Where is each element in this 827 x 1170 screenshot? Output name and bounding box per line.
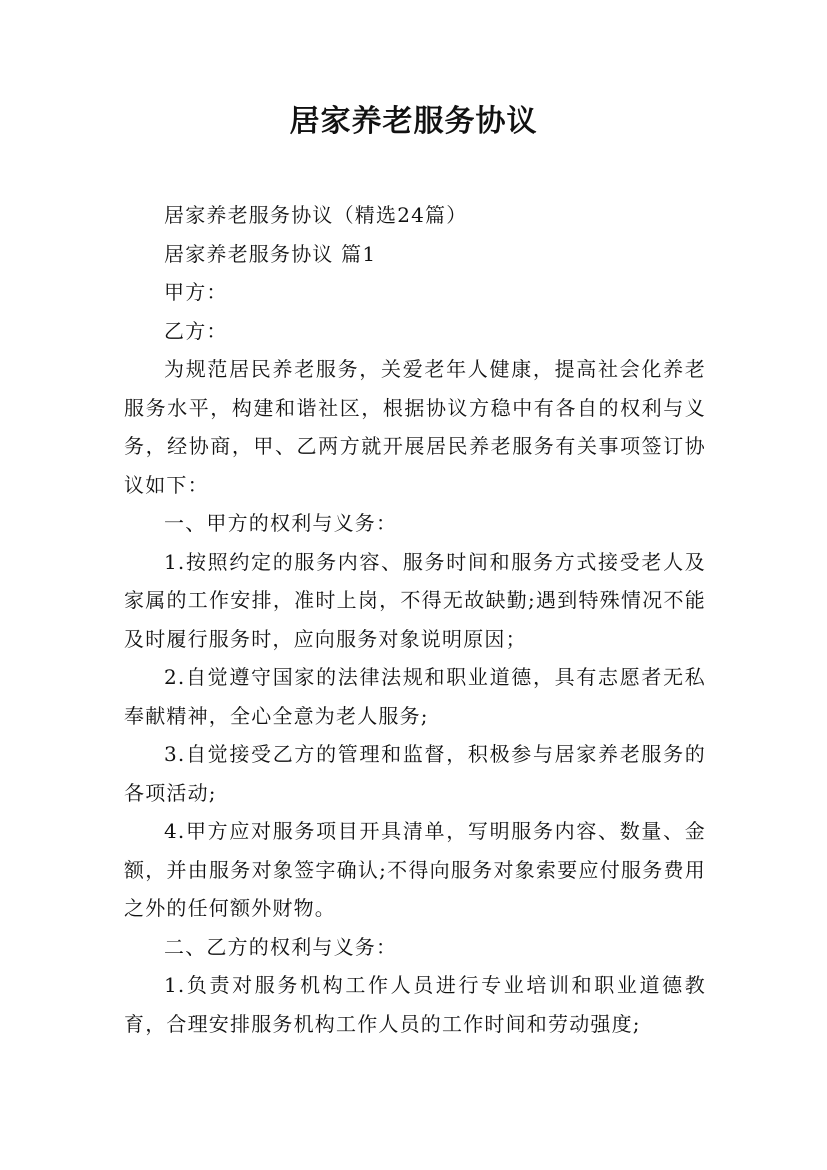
document-body	[124, 196, 706, 1043]
document-title: 居家养老服务协议	[289, 104, 538, 139]
paragraph-clause: 1.负责对服务机构工作人员进行专业培训和职业道德教育，合理安排服务机构工作人员的工作时间和劳动强度;	[124, 973, 706, 1036]
paragraph-clause: 3.自觉接受乙方的管理和监督，积极参与居家养老服务的各项活动;	[124, 742, 706, 805]
paragraph-heading-party-b-rights: 二、乙方的权利与义务：	[164, 934, 398, 959]
paragraph-party-b: 乙方：	[164, 318, 228, 343]
paragraph-preamble: 为规范居民养老服务，关爱老年人健康，提高社会化养老服务水平，构建和谐社区，根据协议方稳中有各自的权利与义务，经协商，甲、乙两方就开展居民养老服务有关事项签订协议如下：	[124, 357, 706, 497]
paragraph-section-heading: 居家养老服务协议 篇1	[164, 241, 377, 266]
paragraph-clause: 4.甲方应对服务项目开具清单，写明服务内容、数量、金额，并由服务对象签字确认;不得向服务对象索要应付服务费用之外的任何额外财物。	[124, 819, 706, 920]
paragraph-clause: 2.自觉遵守国家的法律法规和职业道德，具有志愿者无私奉献精神，全心全意为老人服务;	[124, 665, 706, 728]
paragraph-heading-party-a-rights: 一、甲方的权利与义务：	[164, 511, 398, 535]
paragraph-subtitle: 居家养老服务协议（精选24篇）	[164, 203, 468, 227]
paragraph-party-a: 甲方：	[164, 280, 228, 304]
paragraph-clause: 1.按照约定的服务内容、服务时间和服务方式接受老人及家属的工作安排，准时上岗，不得无故缺勤;遇到特殊情况不能及时履行服务时，应向服务对象说明原因；	[124, 549, 706, 651]
